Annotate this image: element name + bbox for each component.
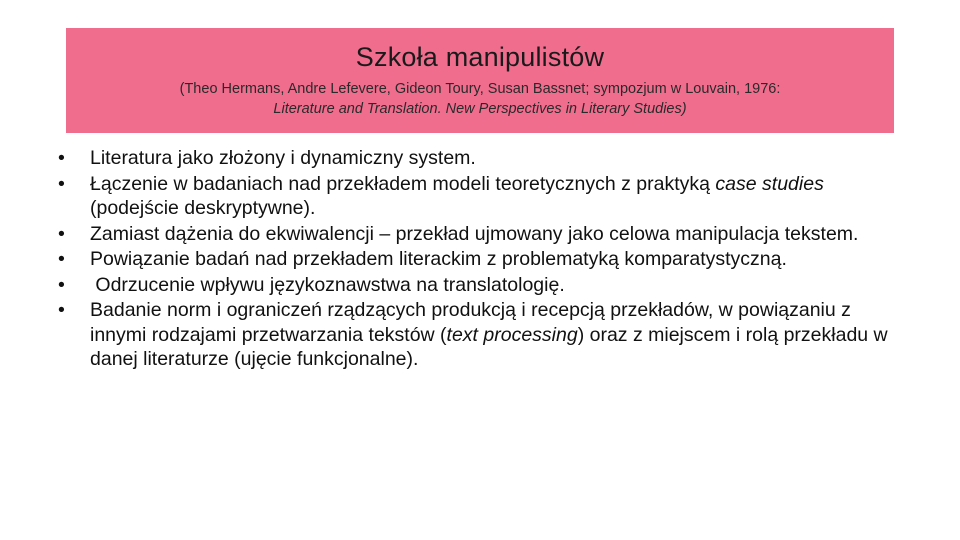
bullet-icon	[58, 247, 78, 272]
bullet-text: Badanie norm i ograniczeń rządzących produkcją i recepcją przekładów, w powiązaniu z innymi rodzajami przetwarzania tekstów (	[90, 299, 851, 346]
slide-title: Szkoła manipulistów	[355, 42, 605, 72]
bullet-item	[58, 222, 908, 247]
bullet-list	[58, 146, 908, 373]
bullet-icon	[58, 146, 78, 171]
bullet-text: Powiązanie badań nad przekładem literackim z problematyką komparatystyczną.	[90, 248, 787, 270]
subtitle-line-2: Literature and Translation. New Perspectives in Literary Studies)	[273, 101, 687, 117]
bullet-italic-term: text processing	[446, 323, 578, 346]
bullet-text-cont: ) oraz z miejscem i rolą przekładu w danej literaturze (ujęcie funkcjonalne).	[90, 323, 888, 370]
bullet-item	[58, 298, 908, 372]
bullet-italic-term: case studies	[715, 172, 824, 195]
bullet-icon	[58, 222, 78, 247]
bullet-text: Zamiast dążenia do ekwiwalencji – przekład ujmowany jako celowa manipulacja tekstem.	[90, 222, 859, 245]
bullet-text-cont: (podejście deskryptywne).	[90, 197, 316, 219]
bullet-item	[58, 273, 908, 298]
bullet-icon	[58, 172, 78, 197]
bullet-text: Odrzucenie wpływu językoznawstwa na translatologię.	[90, 273, 565, 296]
bullet-item	[58, 172, 908, 221]
bullet-text: Łączenie w badaniach nad przekładem modeli teoretycznych z praktyką	[90, 172, 716, 195]
slide-subtitle	[66, 79, 894, 119]
title-banner	[66, 28, 894, 133]
bullet-item	[58, 247, 908, 272]
bullet-icon	[58, 273, 78, 298]
subtitle-line-1: (Theo Hermans, Andre Lefevere, Gideon Toury, Susan Bassnet; sympozjum w Louvain, 1976:	[179, 81, 781, 97]
bullet-icon	[58, 298, 78, 323]
bullet-text: Literatura jako złożony i dynamiczny system.	[90, 147, 476, 169]
bullet-item	[58, 146, 908, 171]
